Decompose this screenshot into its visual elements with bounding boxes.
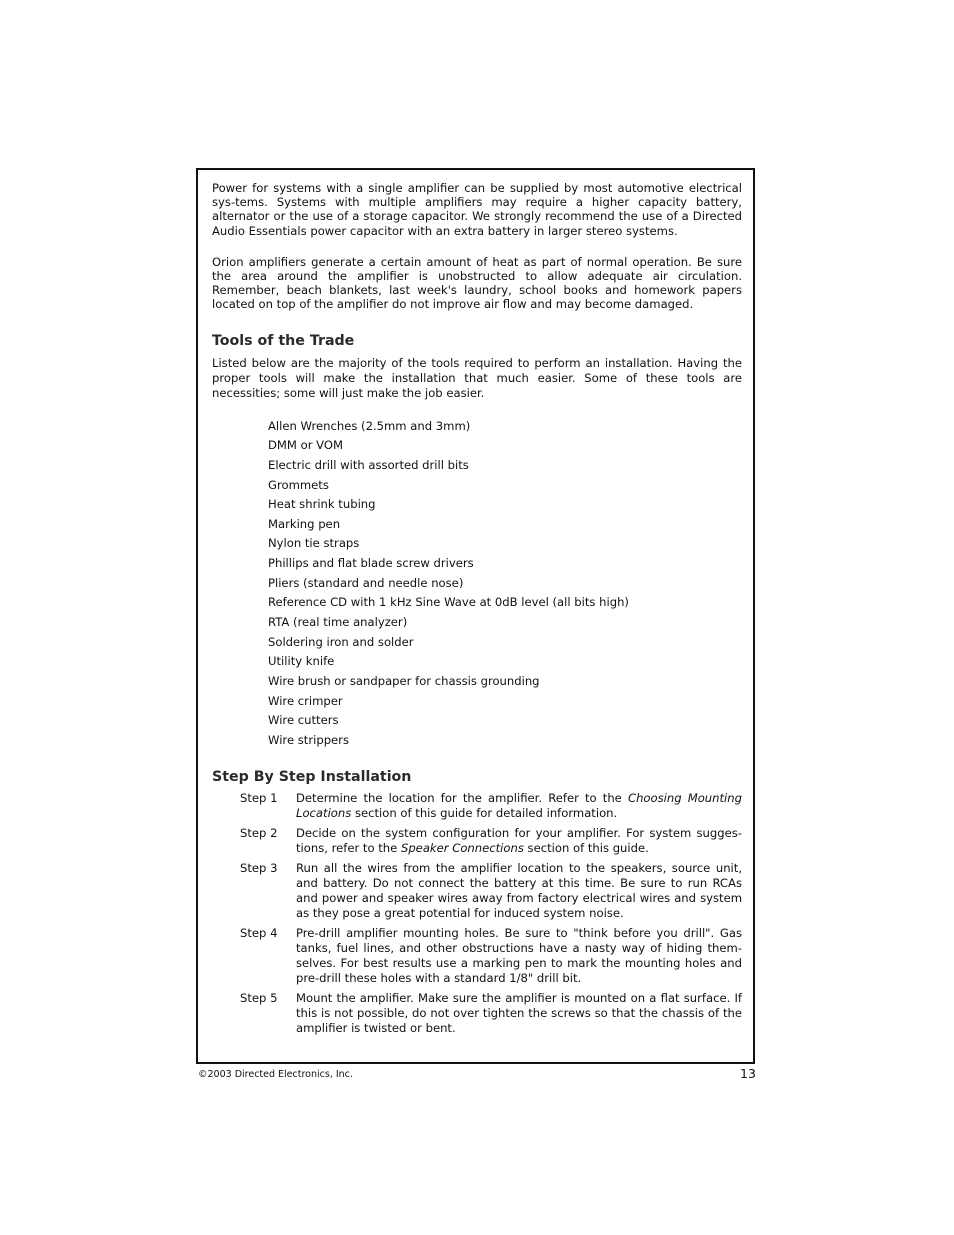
tools-heading: Tools of the Trade [212,332,355,349]
tool-item: Grommets [268,477,329,492]
step-label: Step 1 [240,790,278,805]
step-row [212,861,742,921]
steps-heading: Step By Step Installation [212,768,412,785]
tool-item: Wire brush or sandpaper for chassis grounding [268,673,540,688]
step-label: Step 3 [240,860,278,875]
step-italic-reference: Speaker Connections [400,840,524,855]
tool-item: Wire strippers [268,732,349,747]
step-label: Step 4 [240,925,278,940]
paragraph-power: Power for systems with a single amplifier can be supplied by most automotive electrical sys-tems. Systems with multiple amplifiers may require a higher capacity battery, alternator or the use of a storage capacitor. We strongly recommend the use of a Directed Audio Essentials power capacitor with an extra battery in larger stereo systems. [212,181,742,238]
step-row [212,791,742,821]
tool-item: Wire crimper [268,693,343,708]
step-row [212,926,742,986]
page-number: 13 [740,1066,756,1081]
tools-intro: Listed below are the majority of the tools required to perform an installation. Having the proper tools will make the installation that much easier. Some of these tools are necessities; some will just make the job easier. [212,355,742,400]
step-label: Step 5 [240,990,278,1005]
tool-item: Electric drill with assorted drill bits [268,457,469,472]
step-row [212,826,742,856]
tool-item: Phillips and flat blade screw drivers [268,556,474,571]
tool-item: Utility knife [268,654,335,669]
step-label: Step 2 [240,825,278,840]
step-text: Decide on the system configuration for your amplifier. For system sugges-tions, refer to the Speaker Connections section of this guide. [296,825,742,855]
tool-item: Marking pen [268,516,341,531]
tool-item: Nylon tie straps [268,536,360,551]
step-text: Determine the location for the amplifier. Refer to the Choosing Mounting Locations section of this guide for detailed information. [296,790,742,820]
copyright-footer: ©2003 Directed Electronics, Inc. [198,1069,353,1080]
tool-item: Pliers (standard and needle nose) [268,575,464,590]
step-text: Pre-drill amplifier mounting holes. Be sure to "think before you drill". Gas tanks, fuel lines, and other obstructions have a nasty way of hiding them-selves. For best results use a marking pen to mark the mounting holes and pre-drill these holes with a standard 1/8" drill bit. [296,925,742,985]
step-text: Run all the wires from the amplifier location to the speakers, source unit, and battery. Do not connect the battery at this time. Be sure to run RCAs and power and speaker wires away from factory electrical wires and system as they pose a great potential for induced system noise. [296,860,742,920]
tool-item: Reference CD with 1 kHz Sine Wave at 0dB level (all bits high) [268,595,629,610]
step-text: Mount the amplifier. Make sure the amplifier is mounted on a flat surface. If this is not possible, do not over tighten the screws so that the chassis of the amplifier is twisted or bent. [296,990,742,1035]
tools-list [268,417,742,751]
paragraph-heat: Orion amplifiers generate a certain amount of heat as part of normal operation. Be sure the area around the amplifier is unobstructed to allow adequate air circulation. Remember, beach blankets, last week's laundry, school books and homework papers located on top of the amplifier do not improve air flow and may become damaged. [212,254,742,312]
tool-item: Heat shrink tubing [268,497,376,512]
tool-item: DMM or VOM [268,438,344,453]
steps-list [212,791,742,1036]
tool-item: RTA (real time analyzer) [268,615,408,630]
page-content [212,181,742,1041]
tool-item: Soldering iron and solder [268,634,414,649]
step-row [212,991,742,1036]
tool-item: Allen Wrenches (2.5mm and 3mm) [268,418,471,433]
step-italic-reference: Choosing Mounting Locations [296,790,742,820]
tool-item: Wire cutters [268,713,339,728]
